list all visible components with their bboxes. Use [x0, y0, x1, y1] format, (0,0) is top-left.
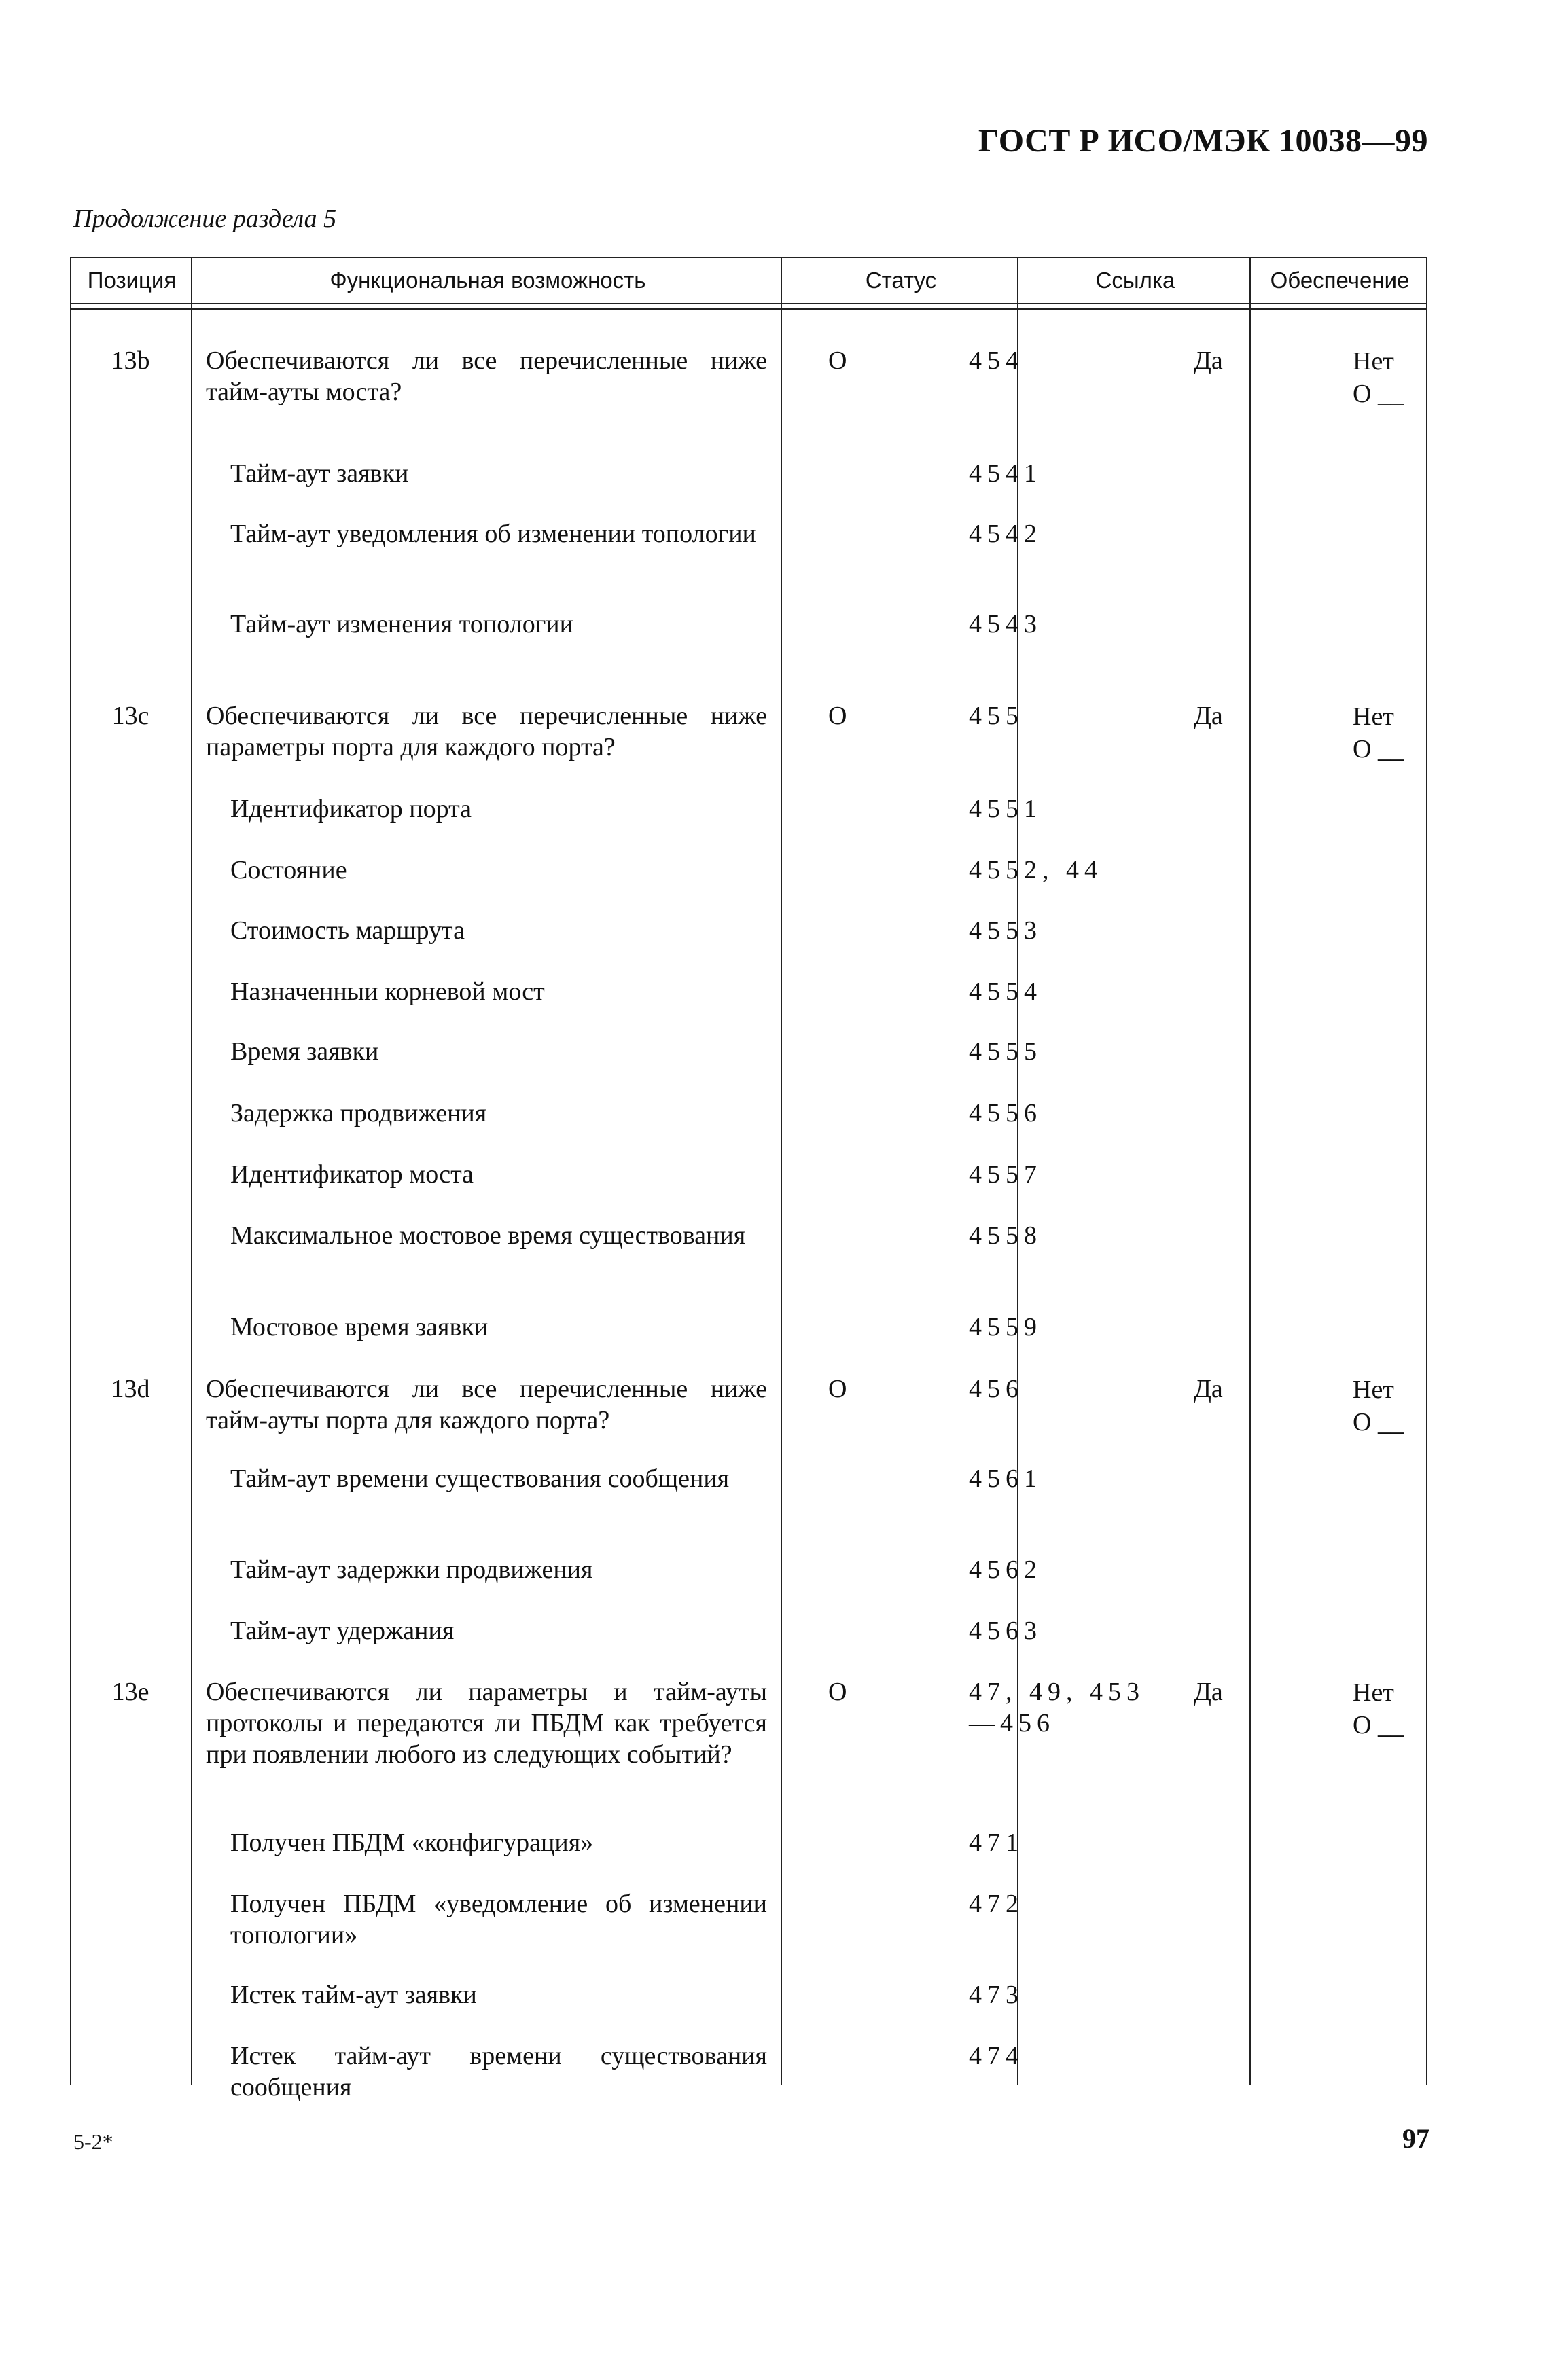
row-status: О	[828, 1375, 847, 1403]
table-rule	[1249, 257, 1251, 2085]
header-double-rule	[70, 304, 1427, 310]
table-rule	[781, 257, 782, 2085]
row-support-no	[1353, 1979, 1421, 2012]
row-reference: 4561	[969, 1464, 1042, 1493]
row-reference: 4541	[969, 459, 1042, 488]
row-position: 13d	[111, 1375, 150, 1403]
row-function: Время заявки	[230, 1037, 379, 1066]
row-reference: 4552, 44	[969, 856, 1103, 884]
row-reference: 454	[969, 346, 1024, 375]
row-support-no-label: Нет	[1353, 347, 1394, 376]
header-reference: Ссылка	[1095, 268, 1175, 293]
row-function: Тайм-аут заявки	[230, 459, 409, 488]
header-status: Статус	[865, 268, 937, 293]
row-support-no-mark: О __	[1353, 1711, 1404, 1739]
table-rule	[191, 257, 192, 2085]
row-support-no-label: Нет	[1353, 1375, 1394, 1404]
row-support-no	[1353, 1312, 1421, 1344]
row-function: Стоимость маршрута	[230, 916, 465, 945]
row-function: Тайм-аут изменения топологии	[230, 610, 573, 638]
row-reference: 47, 49, 453—456	[969, 1678, 1145, 1737]
row-support-no-mark: О __	[1353, 735, 1404, 763]
row-support-no	[1353, 609, 1421, 641]
row-reference: 472	[969, 1890, 1024, 1918]
row-function: Истек тайм-аут заявки	[230, 1981, 477, 2009]
row-function: Идентификатор моста	[230, 1160, 474, 1189]
row-function: Обеспечиваются ли все перечисленные ниже параметры порта для каждого порта?	[206, 702, 767, 761]
header-support: Обеспечение	[1270, 268, 1410, 293]
row-support-no	[1353, 700, 1421, 765]
conformance-table	[70, 257, 1427, 2102]
row-support-no-mark: О __	[1353, 380, 1404, 408]
row-function: Получен ПБДМ «уведомление об изменении топологии»	[230, 1890, 767, 1949]
row-function: Состояние	[230, 856, 347, 884]
row-reference: 4551	[969, 795, 1042, 823]
row-reference: 4554	[969, 977, 1042, 1006]
row-function: Получен ПБДМ «конфигурация»	[230, 1828, 594, 1857]
row-function: Истек тайм-аут времени существования сообщения	[230, 2042, 767, 2102]
table-rule	[70, 257, 71, 2085]
row-support-no-label: Нет	[1353, 702, 1394, 731]
row-support-no	[1353, 793, 1421, 826]
row-function: Обеспечиваются ли все перечисленные ниже тайм-ауты порта для каждого порта?	[206, 1375, 767, 1435]
row-function: Тайм-аут уведомления об изменении топологии	[230, 520, 756, 548]
row-support-yes: Да	[1194, 702, 1223, 730]
row-function: Мостовое время заявки	[230, 1313, 489, 1341]
row-reference: 455	[969, 702, 1024, 730]
row-reference: 456	[969, 1375, 1024, 1403]
row-position: 13e	[111, 1678, 149, 1706]
row-support-yes: Да	[1194, 346, 1223, 375]
page-number: 97	[1402, 2123, 1429, 2154]
row-function: Тайм-аут времени существования сообщения	[230, 1464, 730, 1493]
row-support-no	[1353, 915, 1421, 948]
row-function: Идентификатор порта	[230, 795, 472, 823]
section-continuation: Продолжение раздела 5	[73, 204, 337, 233]
row-function: Задержка продвижения	[230, 1099, 487, 1128]
header-function: Функциональная возможность	[330, 268, 646, 293]
row-support-no	[1353, 1463, 1421, 1496]
row-support-no	[1353, 1036, 1421, 1068]
row-support-no	[1353, 345, 1421, 410]
header-position: Позиция	[87, 268, 177, 293]
row-support-no	[1353, 1159, 1421, 1191]
row-support-no-label: Нет	[1353, 1678, 1394, 1707]
row-support-yes: Да	[1194, 1678, 1223, 1706]
row-support-no	[1353, 854, 1421, 887]
row-support-no-mark: О __	[1353, 1408, 1404, 1437]
row-support-no	[1353, 976, 1421, 1009]
row-support-no	[1353, 1554, 1421, 1587]
row-position: 13c	[111, 702, 149, 730]
row-reference: 4562	[969, 1555, 1042, 1584]
row-reference: 4543	[969, 610, 1042, 638]
row-function: Максимальное мостовое время существования	[230, 1221, 746, 1250]
row-support-no	[1353, 1888, 1421, 1921]
row-reference: 4563	[969, 1617, 1042, 1645]
row-reference: 4542	[969, 520, 1042, 548]
row-function: Обеспечиваются ли все перечисленные ниже тайм-ауты моста?	[206, 346, 767, 406]
row-function: Назначенныи корневой мост	[230, 977, 545, 1006]
row-function: Тайм-аут удержания	[230, 1617, 455, 1645]
row-reference: 474	[969, 2042, 1024, 2070]
row-reference: 4559	[969, 1313, 1042, 1341]
row-support-no	[1353, 2040, 1421, 2073]
row-reference: 473	[969, 1981, 1024, 2009]
row-reference: 471	[969, 1828, 1024, 1857]
row-reference: 4556	[969, 1099, 1042, 1128]
row-status: О	[828, 1678, 847, 1706]
row-status: О	[828, 702, 847, 730]
row-support-no	[1353, 1676, 1421, 1742]
row-support-yes: Да	[1194, 1375, 1223, 1403]
row-support-no	[1353, 1220, 1421, 1252]
row-support-no	[1353, 1098, 1421, 1130]
row-reference: 4555	[969, 1037, 1042, 1066]
row-support-no	[1353, 1827, 1421, 1860]
row-support-no	[1353, 1615, 1421, 1648]
row-reference: 4558	[969, 1221, 1042, 1250]
row-function: Тайм-аут задержки продвижения	[230, 1555, 593, 1584]
table-header	[70, 257, 1427, 304]
row-status: О	[828, 346, 847, 375]
row-support-no	[1353, 458, 1421, 490]
row-reference: 4553	[969, 916, 1042, 945]
row-position: 13b	[111, 346, 150, 375]
sheet-mark: 5-2*	[73, 2129, 113, 2154]
row-reference: 4557	[969, 1160, 1042, 1189]
standard-title: ГОСТ Р ИСО/МЭК 10038—99	[978, 123, 1428, 159]
row-support-no	[1353, 1373, 1421, 1439]
row-support-no	[1353, 518, 1421, 551]
row-function: Обеспечиваются ли параметры и тайм-ауты протоколы и передаются ли ПБДМ как требуется при появлении любого из следующих событий?	[206, 1678, 767, 1769]
table-rule	[1426, 257, 1427, 2085]
